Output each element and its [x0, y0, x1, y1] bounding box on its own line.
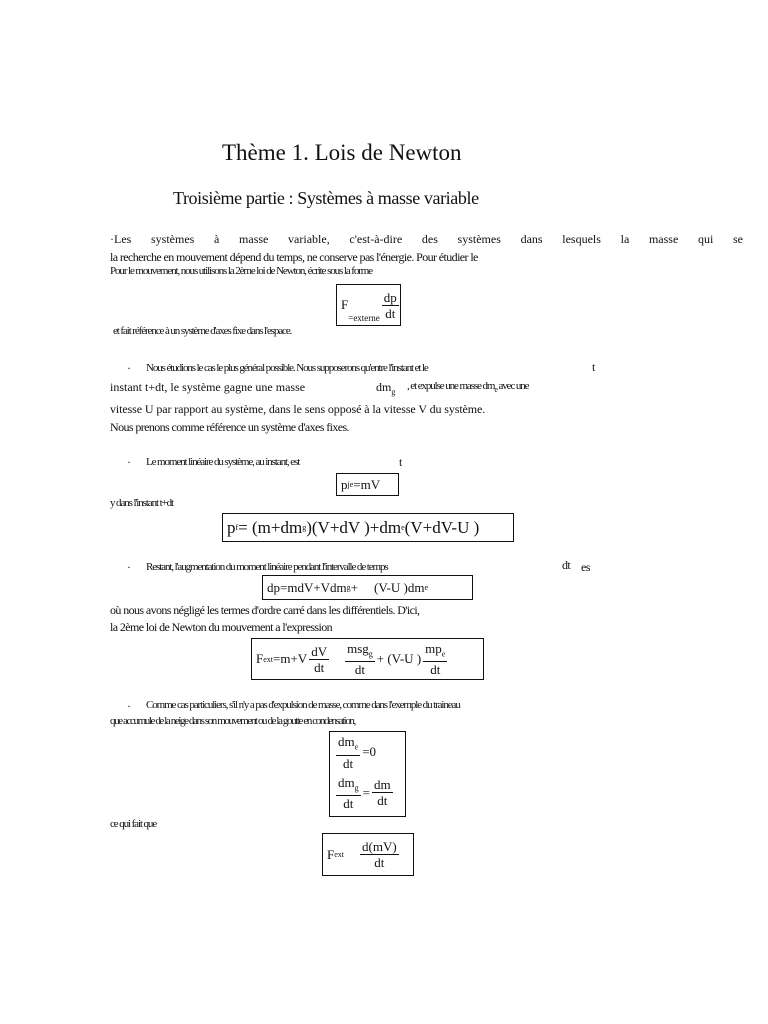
para4-dt: dt: [562, 558, 571, 572]
eq-newton-f2-num-text: msg: [347, 640, 369, 656]
eq-dp-a: dp=mdV+Vdm: [267, 579, 347, 595]
equation-final: [322, 833, 414, 876]
para3-bullet: ·: [127, 455, 131, 469]
eq-case-b-den: dt: [343, 796, 354, 812]
para2-dmg: [376, 380, 395, 396]
eq-case-a-num: [336, 734, 360, 756]
equation-special-cases: [329, 731, 406, 817]
eq-case-c-num: dm: [373, 777, 391, 793]
eq-case-b-eq: =: [362, 784, 370, 800]
eq-final-lhs-sub: ext: [334, 850, 345, 859]
eq-newton-lhs: F: [256, 651, 264, 666]
eq-final-num: d(mV): [362, 839, 397, 854]
para2-line-2b: [407, 380, 528, 394]
eq-case-a: [330, 732, 405, 773]
eq-pf-part2: )(V+dV )+dm: [306, 517, 402, 537]
eq1-subscript: externe: [353, 313, 380, 323]
para4-bullet: ·: [127, 560, 131, 574]
eq-final-lhs: F: [327, 846, 335, 862]
para3-line-2: y dans l'instant t+dt: [110, 497, 173, 509]
eq-pf-part2-sub: e: [401, 523, 405, 532]
eq-dp-b: +: [350, 579, 359, 595]
para3-time-t: t: [399, 455, 402, 469]
para2-line-2a: instant t+dt, le système gagne une masse: [110, 380, 306, 394]
eq-case-c-den: dt: [377, 793, 388, 809]
eq1-equals: =: [348, 313, 354, 323]
para2-line-2b-text: , et expulse une masse dm: [407, 380, 495, 392]
equation-second-law: [336, 284, 401, 326]
para5-bullet: ·: [127, 699, 131, 713]
equation-momentum-change: [262, 575, 473, 600]
eq-case-a-num-sub: e: [354, 742, 359, 752]
eq-case-a-rhs: =0: [362, 744, 377, 760]
eq-dp-c-sub: e: [424, 583, 429, 592]
eq-newton-f2-den: dt: [354, 662, 365, 678]
intro-after-equation: et fait référence à un système d'axes fixe dans l'espace.: [113, 325, 292, 337]
para2-bullet: ·: [127, 361, 131, 375]
para3-line-1: Le moment linéaire du système, au instant, est: [146, 456, 300, 468]
eq-newton-mid: + (V-U ): [376, 651, 422, 666]
equation-variable-mass-law: [251, 638, 484, 680]
eq-newton-f2-num-sub: g: [368, 649, 373, 659]
eq1-lhs: F: [341, 297, 349, 312]
para2-line-1: Nous étudions le cas le plus général possible. Nous supposerons qu'entre l'instant et le: [146, 362, 428, 374]
eq-final-den: dt: [374, 855, 385, 870]
eq-pf-lhs: p: [227, 517, 236, 537]
para4-line-3: la 2ème loi de Newton du mouvement a l'expression: [110, 620, 333, 634]
eq-case-b: [330, 773, 405, 814]
eq-newton-f3-den: dt: [430, 662, 441, 678]
intro-line-2: la recherche en mouvement dépend du temps, ne conserve pas l'énergie. Pour étudier le: [110, 250, 478, 264]
eq-pi-lhs: p: [341, 476, 348, 492]
equation-final-momentum: [222, 513, 514, 542]
para4-es: es: [581, 560, 590, 574]
eq-pf-part1: = (m+dm: [238, 517, 303, 537]
para2-line-3: vitesse U par rapport au système, dans le sens opposé à la vitesse V du système.: [110, 402, 486, 416]
eq-pi-sub: je: [347, 480, 354, 489]
para4-line-1: Restant, l'augmentation du moment linéaire pendant l'intervalle de temps: [146, 561, 388, 573]
eq-pf-lhs-sub: f: [235, 523, 239, 532]
para5-line-2: que accumule de la neige dans son mouvement ou de la goutte en condensation,: [110, 715, 355, 727]
para5-line-1: Comme cas particuliers, s'il n'y a pas d'expulsion de masse, comme dans l'exemple du traineau: [146, 699, 460, 711]
eq-newton-f3-num: [423, 641, 447, 663]
equation-initial-momentum: [336, 473, 399, 496]
page-subtitle: Troisième partie : Systèmes à masse variable: [173, 188, 479, 208]
eq-pf-part3: (V+dV-U ): [404, 517, 480, 537]
eq-newton-lhs-sub: ext: [263, 654, 274, 664]
eq-case-a-num-text: dm: [338, 734, 355, 749]
eq-newton-f1-num: dV: [311, 643, 328, 659]
para2-time-t: t: [592, 360, 595, 374]
eq1-numerator: dp: [383, 289, 397, 305]
closing-text: ce qui fait que: [110, 818, 157, 830]
eq-dp-a-sub: g: [346, 583, 351, 592]
eq-newton-f2-num: [345, 641, 375, 663]
para4-line-2: où nous avons négligé les termes d'ordre carré dans les différentiels. D'ici,: [110, 603, 420, 617]
eq-case-b-num: [336, 775, 361, 797]
eq-newton-f1-den: dt: [314, 659, 325, 675]
eq-pf-part1-sub: g: [302, 523, 307, 532]
eq-newton-eq: =m+V: [273, 651, 308, 666]
eq-newton-f3-num-sub: e: [441, 649, 446, 659]
page-title: Thème 1. Lois de Newton: [222, 140, 462, 165]
intro-line-1: ·Les systèmes à masse variable, c'est-à-dire des systèmes dans lesquels la masse qui se: [110, 232, 743, 246]
para2-dmg-text: dm: [376, 380, 392, 394]
eq-case-b-num-text: dm: [338, 774, 355, 790]
eq-dp-c: (V-U )dm: [374, 579, 425, 595]
intro-line-3: Pour le mouvement, nous utilisons la 2ème loi de Newton, écrite sous la forme: [110, 265, 373, 277]
para2-line-2c: avec une: [498, 380, 529, 392]
para2-line-4: Nous prenons comme référence un système d'axes fixes.: [110, 420, 349, 434]
eq-pi-rhs: =mV: [353, 476, 381, 492]
eq1-denominator: dt: [385, 305, 396, 321]
para2-line-2b-sub: e: [494, 385, 497, 395]
eq-newton-f3-num-text: mp: [425, 640, 442, 656]
eq-case-b-num-sub: g: [354, 783, 359, 793]
eq-case-a-den: dt: [343, 755, 354, 771]
para2-dmg-sub: g: [391, 387, 396, 397]
